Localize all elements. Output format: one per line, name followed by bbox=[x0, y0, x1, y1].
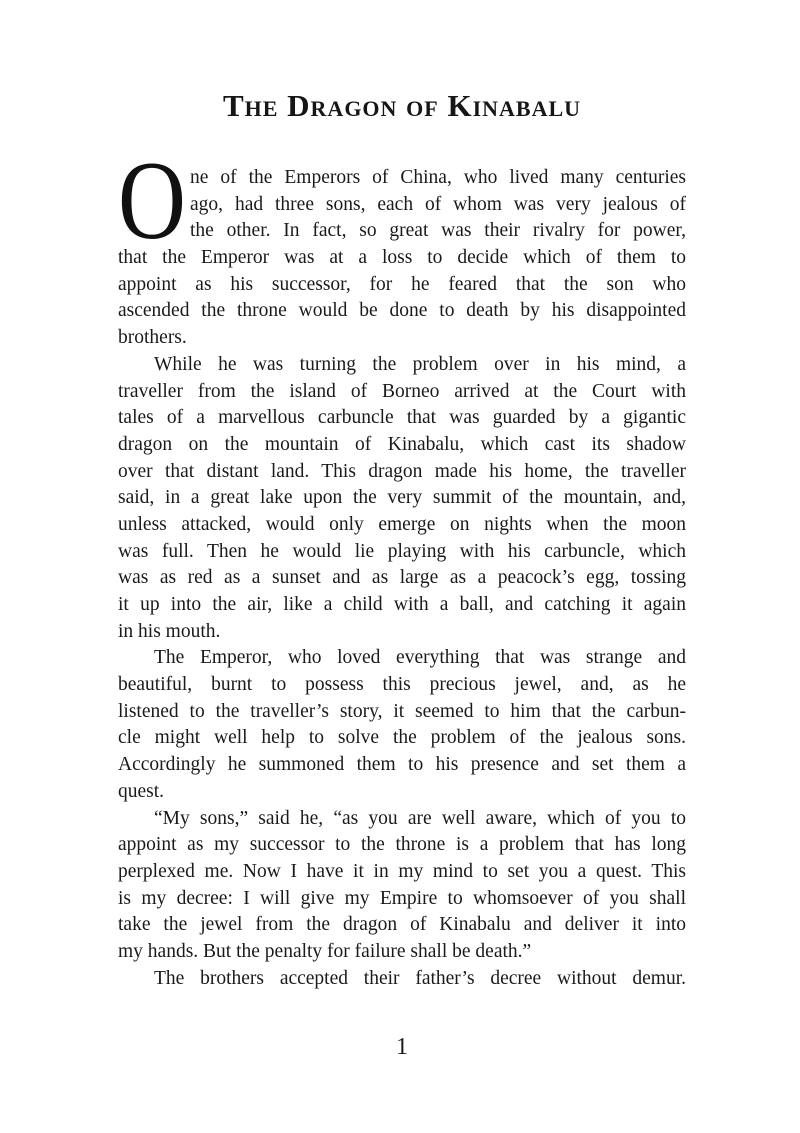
chapter-title: The Dragon of Kinabalu bbox=[222, 88, 582, 123]
text-line: dragon on the mountain of Kinabalu, which cast its shadow bbox=[118, 433, 686, 455]
text-line: cle might well help to solve the problem of the jealous sons. bbox=[118, 727, 686, 749]
text-line: was as red as a sunset and as large as a peacock’s egg, tossing bbox=[118, 567, 686, 589]
text-line: that the Emperor was at a loss to decide which of them to bbox=[118, 247, 686, 269]
text-line: Accordingly he summoned them to his presence and set them a bbox=[118, 754, 686, 776]
text-line: said, in a great lake upon the very summit of the mountain, and, bbox=[118, 487, 686, 509]
text-column bbox=[118, 139, 686, 992]
text-line: “My sons,” said he, “as you are well aware, which of you to bbox=[154, 807, 686, 829]
text-line: The Emperor, who loved everything that was strange and bbox=[154, 647, 686, 669]
text-line: tales of a marvellous carbuncle that was guarded by a gigantic bbox=[118, 407, 686, 429]
paragraph-4 bbox=[118, 806, 686, 966]
text-line: over that distant land. This dragon made his home, the traveller bbox=[118, 460, 686, 482]
page-number: 1 bbox=[396, 1034, 408, 1060]
text-line: my hands. But the penalty for failure shall be death.” bbox=[118, 940, 532, 962]
paragraph-3 bbox=[118, 645, 686, 805]
text-line: ascended the throne would be done to death by his disappointed bbox=[118, 300, 686, 322]
text-line: take the jewel from the dragon of Kinabalu and deliver it into bbox=[118, 914, 686, 936]
text-line: is my decree: I will give my Empire to whomsoever of you shall bbox=[118, 887, 686, 909]
text-line: The brothers accepted their father’s decree without demur. bbox=[154, 967, 686, 989]
text-line: beautiful, burnt to possess this precious jewel, and, as he bbox=[118, 674, 686, 696]
drop-cap bbox=[118, 139, 186, 263]
paragraph-2 bbox=[118, 352, 686, 646]
text-line: it up into the air, like a child with a ball, and catching it again bbox=[118, 594, 686, 615]
text-line: quest. bbox=[118, 780, 165, 802]
text-line: unless attacked, would only emerge on nights when the moon bbox=[118, 513, 686, 535]
text-line: ne of the Emperors of China, who lived many centuries bbox=[190, 167, 686, 188]
text-line: in his mouth. bbox=[118, 620, 221, 642]
text-line: brothers. bbox=[118, 327, 187, 349]
text-line: While he was turning the problem over in his mind, a bbox=[154, 353, 686, 375]
text-line: ago, had three sons, each of whom was very jealous of bbox=[190, 193, 686, 215]
text-line: appoint as his successor, for he feared that the son who bbox=[118, 273, 686, 295]
paragraph-5 bbox=[118, 966, 686, 993]
text-line: listened to the traveller’s story, it seemed to him that the carbun- bbox=[118, 700, 686, 722]
drop-cap-letter: O bbox=[118, 139, 186, 263]
text-line: was full. Then he would lie playing with his carbuncle, which bbox=[118, 540, 686, 562]
text-line: appoint as my successor to the throne is a problem that has long bbox=[118, 834, 686, 856]
text-line: perplexed me. Now I have it in my mind to set you a quest. This bbox=[118, 860, 686, 882]
paragraph-1 bbox=[118, 139, 686, 352]
text-line: the other. In fact, so great was their rivalry for power, bbox=[190, 220, 686, 242]
text-line: traveller from the island of Borneo arrived at the Court with bbox=[118, 380, 686, 402]
